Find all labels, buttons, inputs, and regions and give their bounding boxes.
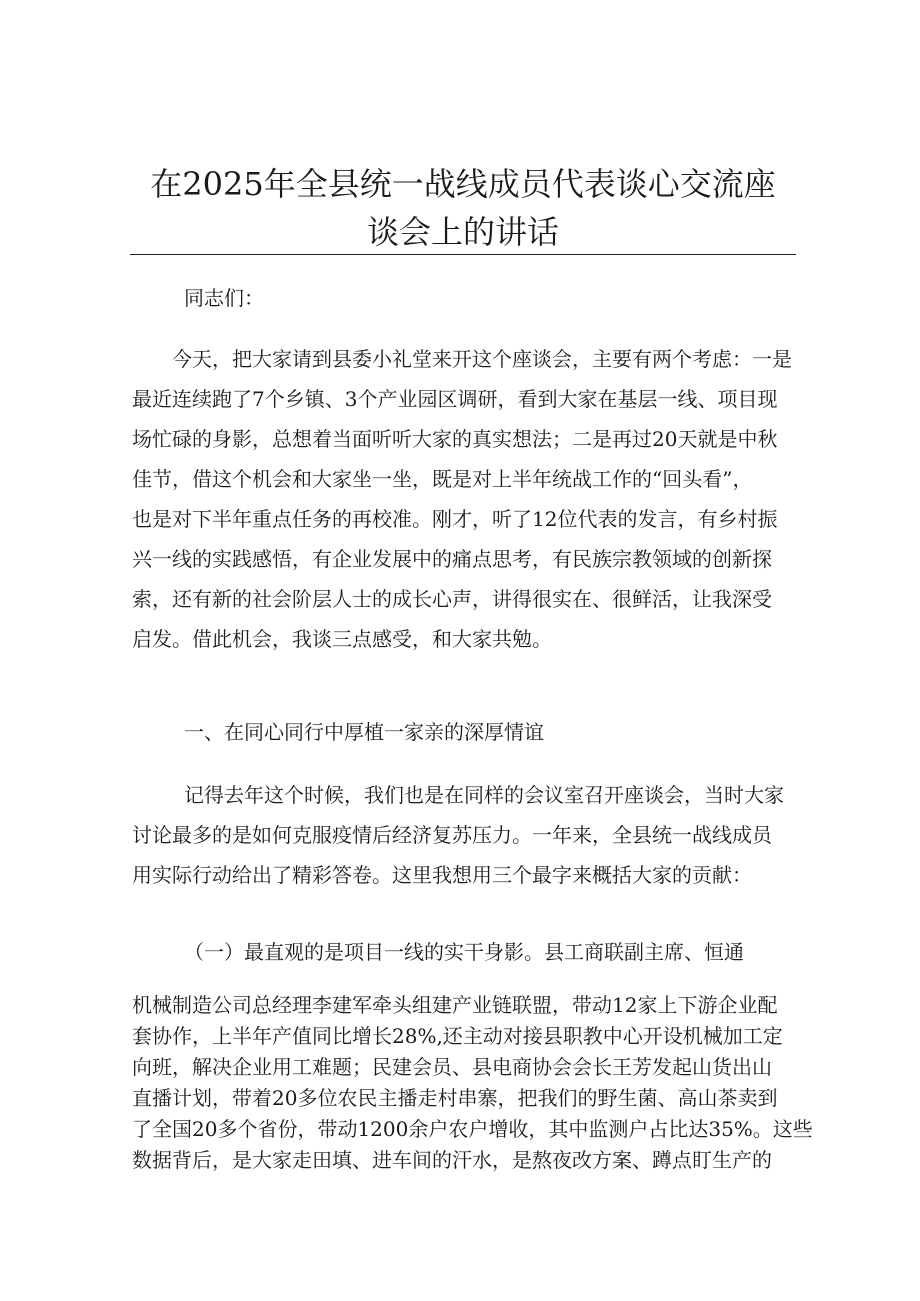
- text-line: 直播计划，带着20多位农民主播走村串寨，把我们的野生菌、高山茶卖到: [132, 1086, 778, 1110]
- text-line: 套协作，上半年产值同比增长28%,还主动对接县职教中心开设机械加工定: [132, 1024, 783, 1048]
- text-line: 佳节，借这个机会和大家坐一坐，既是对上半年统战工作的“回头看”，: [132, 467, 753, 491]
- text-line: 了全国20多个省份，带动1200余户农户增收，其中监测户占比达35%。这些: [132, 1117, 813, 1141]
- title-divider: [130, 254, 796, 255]
- salutation: 同志们：: [184, 286, 264, 310]
- text-line: 索，还有新的社会阶层人士的成长心声，讲得很实在、很鲜活，让我深受: [132, 587, 772, 611]
- title-line: 在2025年全县统一战线成员代表谈心交流座: [150, 165, 776, 203]
- text-line: 场忙碌的身影，总想着当面听听大家的真实想法；二是再过20天就是中秋: [132, 427, 778, 451]
- text-line: 向班，解决企业用工难题；民建会员、县电商协会会长王芳发起山货出山: [132, 1055, 772, 1079]
- page-title: [130, 160, 796, 256]
- text-line: 最近连续跑了7个乡镇、3个产业园区调研，看到大家在基层一线、项目现: [132, 387, 778, 411]
- text-line: 用实际行动给出了精彩答卷。这里我想用三个最字来概括大家的贡献：: [132, 863, 752, 887]
- text-line: 启发。借此机会，我谈三点感受，和大家共勉。: [132, 627, 552, 651]
- subsection-heading: （一）最直观的是项目一线的实干身影。县工商联副主席、恒通: [184, 940, 744, 964]
- text-line: 今天，把大家请到县委小礼堂来开这个座谈会，主要有两个考虑：一是: [172, 347, 792, 371]
- text-line: 兴一线的实践感悟，有企业发展中的痛点思考，有民族宗教领域的创新探: [132, 547, 772, 571]
- subsection-paragraph: [132, 990, 813, 1176]
- text-line: 记得去年这个时候，我们也是在同样的会议室召开座谈会，当时大家: [184, 783, 784, 807]
- text-line: 讨论最多的是如何克服疫情后经济复苏压力。一年来，全县统一战线成员: [132, 823, 772, 847]
- section-paragraph: [132, 775, 784, 895]
- text-line: 也是对下半年重点任务的再校准。刚才，听了12位代表的发言，有乡村振: [132, 507, 778, 531]
- text-line: 机械制造公司总经理李建军牵头组建产业链联盟，带动12家上下游企业配: [132, 993, 778, 1017]
- title-line: 谈会上的讲话: [366, 213, 559, 251]
- section-heading: 一、在同心同行中厚植一家亲的深厚情谊: [184, 720, 544, 744]
- text-line: 数据背后，是大家走田填、进车间的汗水，是熬夜改方案、蹲点盯生产的: [132, 1148, 772, 1172]
- intro-paragraph: [132, 339, 792, 659]
